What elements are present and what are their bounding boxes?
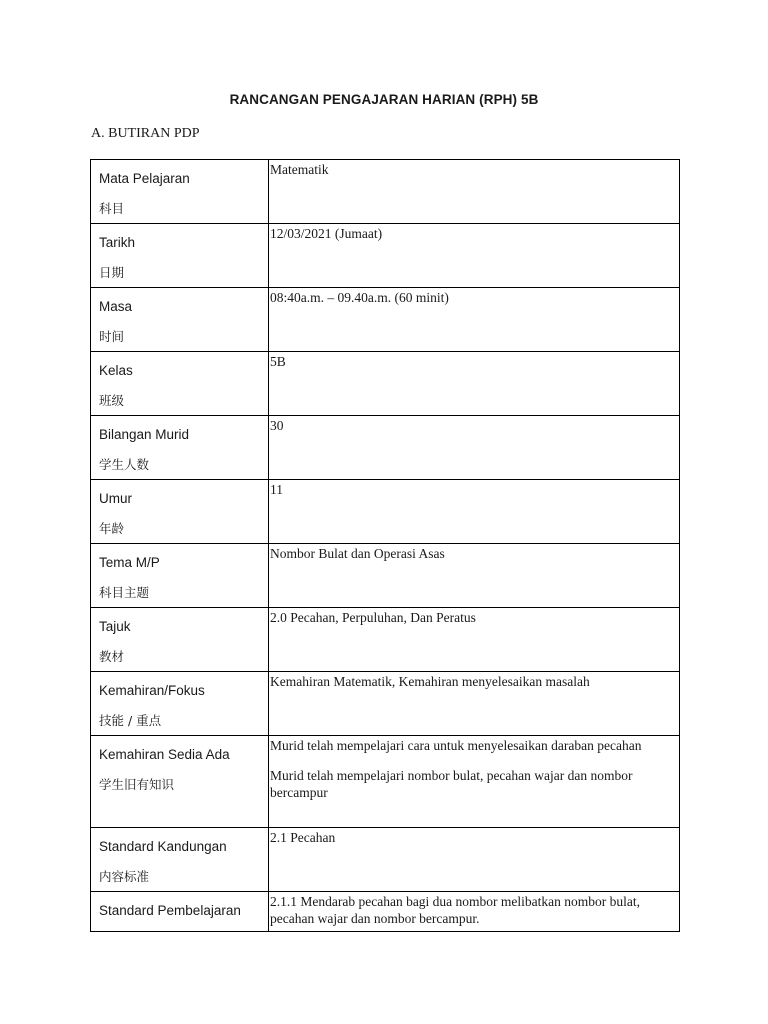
row-label: Bilangan Murid (99, 427, 190, 442)
row-value-cell (269, 736, 680, 828)
row-value: 2.1 Pecahan (270, 830, 336, 845)
row-label: Tarikh (99, 235, 136, 250)
table-row (91, 288, 680, 352)
row-label-chinese: 科目 (99, 201, 125, 216)
row-value-cell (269, 544, 680, 608)
row-label-chinese: 学生人数 (99, 457, 150, 472)
row-label-cell (91, 416, 269, 480)
document-title: RANCANGAN PENGAJARAN HARIAN (RPH) 5B (229, 92, 539, 107)
row-value-cell (269, 892, 680, 932)
row-value: 30 (270, 418, 284, 433)
row-value: Murid telah mempelajari nombor bulat, pecahan wajar dan nombor bercampur (270, 768, 633, 800)
row-value: Matematik (270, 162, 329, 177)
row-value: Murid telah mempelajari cara untuk menyelesaikan daraban pecahan (270, 738, 642, 753)
row-label-chinese: 教材 (99, 649, 125, 664)
table-row (91, 224, 680, 288)
row-label: Kelas (99, 363, 133, 378)
table-row (91, 480, 680, 544)
table-row (91, 608, 680, 672)
table-row (91, 672, 680, 736)
pdp-details-table (90, 159, 680, 932)
row-label: Tajuk (99, 619, 131, 634)
row-label-cell (91, 224, 269, 288)
table-row (91, 736, 680, 828)
row-label-chinese: 时间 (99, 329, 125, 344)
row-label-cell (91, 828, 269, 892)
row-label: Umur (99, 491, 132, 506)
row-value-cell (269, 288, 680, 352)
row-label-cell (91, 352, 269, 416)
row-label-chinese: 班级 (99, 393, 125, 408)
row-label-cell (91, 608, 269, 672)
row-value-cell (269, 160, 680, 224)
row-label-chinese: 学生旧有知识 (99, 777, 175, 792)
row-label: Kemahiran Sedia Ada (99, 747, 230, 762)
row-value: 08:40a.m. – 09.40a.m. (60 minit) (270, 290, 449, 305)
row-label-chinese: 内容标准 (99, 869, 150, 884)
table-row (91, 416, 680, 480)
row-value: Nombor Bulat dan Operasi Asas (270, 546, 445, 561)
row-label-cell (91, 288, 269, 352)
row-label-cell (91, 480, 269, 544)
section-heading: A. BUTIRAN PDP (91, 126, 200, 141)
row-value: 5B (270, 354, 286, 369)
row-value: 11 (270, 482, 283, 497)
row-value-cell (269, 224, 680, 288)
row-label-chinese: 科目主题 (99, 585, 150, 600)
table-row (91, 828, 680, 892)
row-value-cell (269, 608, 680, 672)
row-label-chinese: 日期 (99, 265, 125, 280)
row-value: 2.0 Pecahan, Perpuluhan, Dan Peratus (270, 610, 476, 625)
row-label: Kemahiran/Fokus (99, 683, 205, 698)
row-value-cell (269, 828, 680, 892)
row-value-cell (269, 416, 680, 480)
row-value: Kemahiran Matematik, Kemahiran menyelesaikan masalah (270, 674, 590, 689)
row-label-chinese: 年龄 (99, 521, 125, 536)
row-value: 2.1.1 Mendarab pecahan bagi dua nombor melibatkan nombor bulat, pecahan wajar dan nombor bercampur. (270, 894, 641, 926)
row-label: Standard Pembelajaran (99, 903, 241, 918)
row-label-cell (91, 160, 269, 224)
table-row (91, 892, 680, 932)
row-label: Masa (99, 299, 133, 314)
row-value: 12/03/2021 (Jumaat) (270, 226, 383, 241)
row-label-cell (91, 544, 269, 608)
table-row (91, 544, 680, 608)
row-label-chinese: 技能 / 重点 (99, 713, 162, 728)
row-value-cell (269, 672, 680, 736)
row-label-cell (91, 892, 269, 932)
row-label-cell (91, 736, 269, 828)
row-label: Mata Pelajaran (99, 171, 190, 186)
row-label: Standard Kandungan (99, 839, 227, 854)
table-row (91, 160, 680, 224)
row-label-cell (91, 672, 269, 736)
row-value-cell (269, 480, 680, 544)
row-value-cell (269, 352, 680, 416)
row-label: Tema M/P (99, 555, 160, 570)
table-row (91, 352, 680, 416)
